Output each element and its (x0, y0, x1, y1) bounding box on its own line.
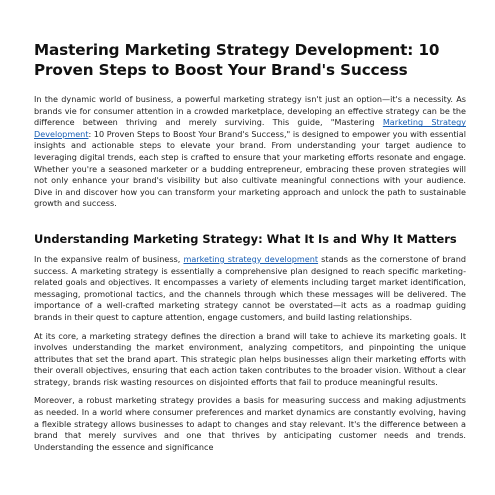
section-paragraph-3: Moreover, a robust marketing strategy provides a basis for measuring success and making adjustments as needed. In a world where consumer preferences and market dynamics are constantly evolving, having a flexible strategy allows businesses to adapt to changes and stay relevant. It's the difference between a brand that merely survives and one that thrives by anticipating customer needs and trends. Understanding the essence and significance (34, 395, 466, 452)
marketing-strategy-development-inline-link[interactable]: marketing strategy development (183, 253, 319, 264)
marketing-strategy-development-link[interactable]: Marketing Strategy Development (34, 117, 466, 139)
section-paragraph-1 (34, 254, 466, 324)
document-page (34, 40, 466, 460)
intro-paragraph (34, 94, 466, 210)
intro-text-start: In the dynamic world of business, a powerful marketing strategy isn't just an option—it's a necessity. As brands vie for consumer attention in a crowded marketplace, developing an effective strategy can be the difference between thriving and merely surviving. This guide, "Mastering (34, 94, 466, 128)
section-paragraph-1-end: stands as the cornerstone of brand success. A marketing strategy is essentially a comprehensive plan designed to reach specific marketing-related goals and objectives. It encompasses a variety of elements including target market identification, messaging, promotional tactics, and the channels through which these messages will be delivered. The importance of a well-crafted marketing strategy cannot be overstated—it acts as a roadmap guiding brands in their quest to capture attention, engage customers, and build lasting relationships. (34, 253, 466, 322)
article-title: Mastering Marketing Strategy Development: 10 Proven Steps to Boost Your Brand's Success (34, 41, 440, 79)
intro-text-end: : 10 Proven Steps to Boost Your Brand's Success," is designed to empower you with essential insights and actionable steps to elevate your brand. From understanding your target audience to leveraging digital trends, each step is crafted to ensure that your marketing efforts resonate and engage. Whether you're a seasoned marketer or a budding entrepreneur, embracing these proven strategies will not only enhance your brand's visibility but also cultivate meaningful connections with your audience. Dive in and discover how you can transform your marketing approach and unlock the path to sustainable growth and success. (34, 128, 466, 209)
section-paragraph-2: At its core, a marketing strategy defines the direction a brand will take to achieve its marketing goals. It involves understanding the market environment, analyzing competitors, and pinpointing the unique attributes that set the brand apart. This strategic plan helps businesses align their marketing efforts with their overall objectives, ensuring that each action taken contributes to the broader vision. Without a clear strategy, brands risk wasting resources on disjointed efforts that fail to produce meaningful results. (34, 330, 466, 387)
section-paragraph-1-start: In the expansive realm of business, (34, 253, 184, 264)
section-heading: Understanding Marketing Strategy: What It Is and Why It Matters (34, 231, 457, 246)
